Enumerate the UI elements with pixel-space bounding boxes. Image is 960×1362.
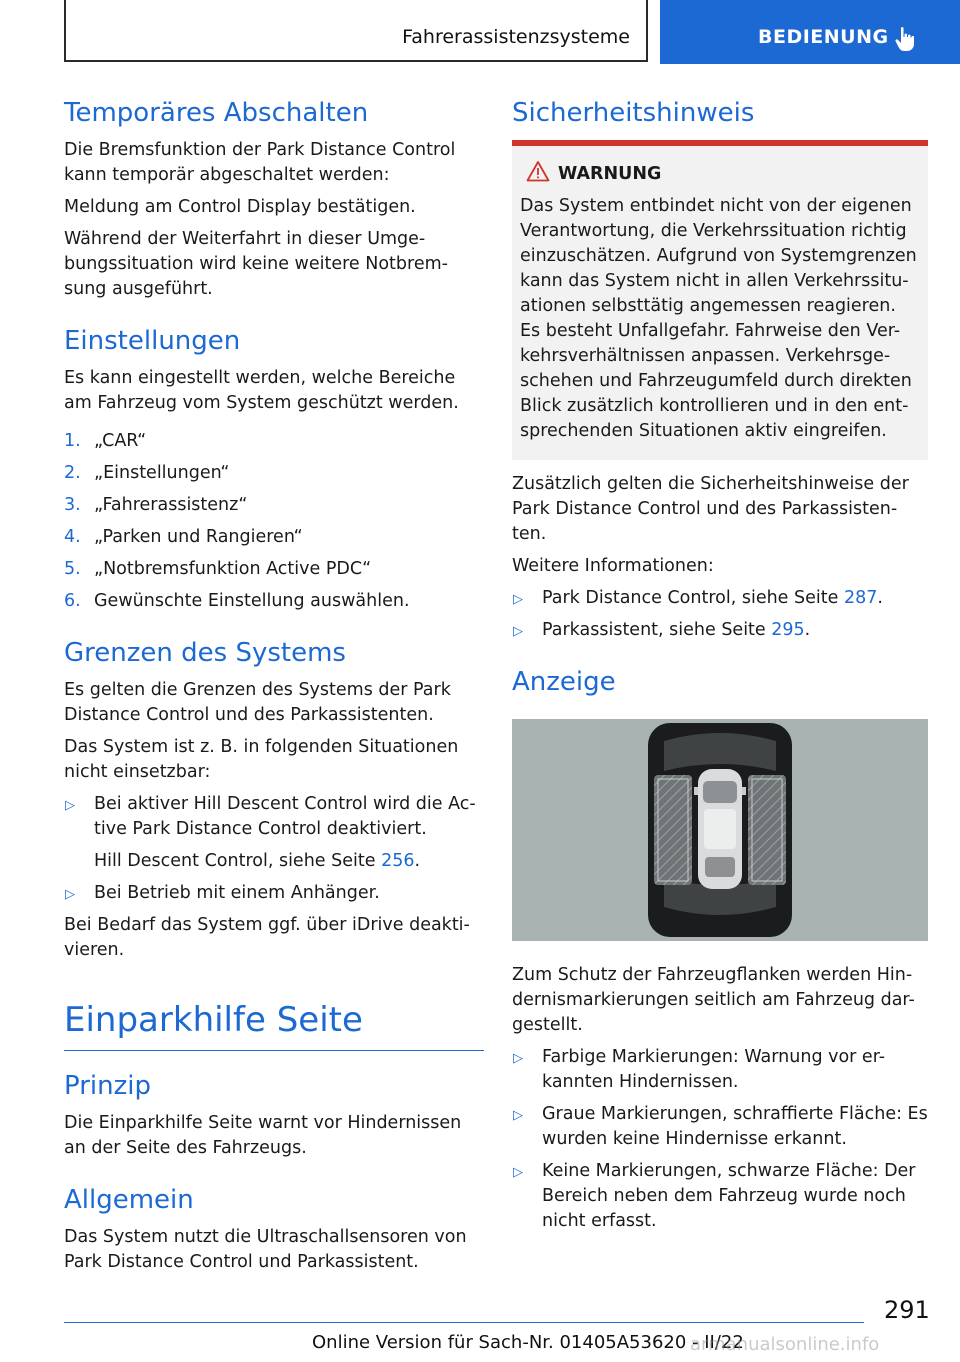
warning-text: Das System entbindet nicht von der eigenen Verantwortung, die Verkehrssituation richtig einzuschätzen. Aufgrund von Systemgrenzen kann das System nicht in allen Verkehrssitu-ationen selbsttätig angemessen reagieren. Es besteht Unfallgefahr. Fahrweise den Ver-kehrsverhältnissen anpassen. Verkehrsge-schehen und Fahrzeugumfeld durch direkten Blick zusätzlich kontrollieren und in den ent-sprechenden Situationen aktiv eingreifen. [520,196,917,441]
limits-paragraph-3: Bei Bedarf das System ggf. über iDrive deakti-vieren. [64,915,470,960]
heading-safety-notice: Sicherheitshinweis [512,98,755,128]
settings-step: 5. „Notbremsfunktion Active PDC“ [64,559,372,579]
display-bullet-1: ▷ Farbige Markierungen: Warnung vor er-kannten Hindernissen. [513,1047,886,1092]
safety-paragraph-2: Weitere Informationen: [512,556,714,576]
warning-triangle-icon [526,160,550,182]
temp-paragraph-2: Meldung am Control Display bestätigen. [64,197,416,217]
settings-step: 6. Gewünschte Einstellung auswählen. [64,591,410,611]
settings-intro: Es kann eingestellt werden, welche Bereiche am Fahrzeug vom System geschützt werden. [64,368,459,413]
left-column [64,96,484,1282]
parking-display-illustration [512,719,928,941]
heading-display: Anzeige [512,667,616,697]
header-chapter-tab[interactable] [660,0,960,64]
warning-title: WARNUNG [520,162,920,186]
side-parking-display-figure [512,719,928,941]
heading-principle: Prinzip [64,1071,151,1101]
settings-step: 1. „CAR“ [64,431,147,451]
heading-general: Allgemein [64,1185,194,1215]
heading-side-parking-aid: Einparkhilfe Seite [64,996,484,1051]
heading-temporary-off: Temporäres Abschalten [64,98,369,128]
warning-box [512,140,928,460]
page-link-295[interactable]: 295 [771,620,805,640]
limits-paragraph-2: Das System ist z. B. in folgenden Situationen nicht einsetzbar: [64,737,459,782]
safety-ref-1: ▷ Park Distance Control, siehe Seite 287. [513,588,883,608]
settings-step: 2. „Einstellungen“ [64,463,230,483]
display-bullet-3: ▷ Keine Markierungen, schwarze Fläche: Der Bereich neben dem Fahrzeug wurde noch nicht erfasst. [513,1161,916,1231]
page-link-256[interactable]: 256 [381,851,415,871]
display-paragraph: Zum Schutz der Fahrzeugflanken werden Hin-dernismarkierungen seitlich am Fahrzeug dar-gestellt. [512,965,915,1035]
page-link-287[interactable]: 287 [843,588,878,608]
page-number: 291 [884,1296,930,1324]
temp-paragraph-1: Die Bremsfunktion der Park Distance Control kann temporär abgeschaltet werden: [64,140,456,185]
display-bullet-2: ▷ Graue Markierungen, schraffierte Fläche: Es wurden keine Hindernisse erkannt. [513,1104,928,1149]
hand-pointer-icon [894,26,916,52]
settings-step: 4. „Parken und Rangieren“ [64,527,303,547]
heading-system-limits: Grenzen des Systems [64,638,346,668]
limits-paragraph-1: Es gelten die Grenzen des Systems der Park Distance Control und des Parkassistenten. [64,680,451,725]
header-chapter-label: BEDIENUNG [758,26,889,48]
general-paragraph: Das System nutzt die Ultraschallsensoren von Park Distance Control und Parkassistent. [64,1227,467,1272]
header-section-title: Fahrerassistenzsysteme [402,26,630,48]
limits-bullet-2: ▷ Bei Betrieb mit einem Anhänger. [65,883,380,903]
header-section-box [64,0,648,62]
temp-paragraph-3: Während der Weiterfahrt in dieser Umge-bungssituation wird keine weitere Notbrem-sung ausgeführt. [64,229,448,299]
safety-ref-2: ▷ Parkassistent, siehe Seite 295. [513,620,811,640]
limits-bullet-1-ref: Hill Descent Control, siehe Seite 256. [94,851,421,871]
limits-bullet-1: ▷ Bei aktiver Hill Descent Control wird die Ac-tive Park Distance Control deaktiviert. [65,794,476,839]
footer-divider [64,1322,864,1323]
safety-paragraph-1: Zusätzlich gelten die Sicherheitshinweise der Park Distance Control und des Parkassisten-ten. [512,474,909,544]
watermark: armanualsonline.info [690,1334,880,1355]
principle-paragraph: Die Einparkhilfe Seite warnt vor Hindernissen an der Seite des Fahrzeugs. [64,1113,462,1158]
settings-step: 3. „Fahrerassistenz“ [64,495,248,515]
heading-settings: Einstellungen [64,326,241,356]
footer-online-version: Online Version für Sach-Nr. 01405A53620 - II/22 [312,1332,744,1353]
right-column [512,96,928,1241]
